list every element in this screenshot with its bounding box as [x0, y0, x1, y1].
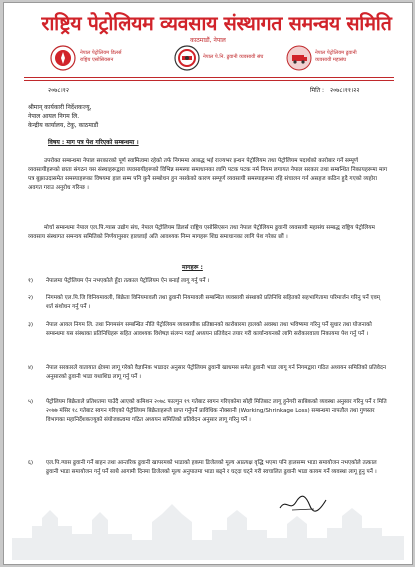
date-label: मिति : [310, 87, 325, 94]
list-item: १) नेपालमा पेट्रोलियम ऐन नभएकोले हुँदा तत्काल पेट्रोलियम ऐन बनाई लागू गर्नु पर्ने । [28, 278, 210, 284]
list-item: ३) नेपाल आयल निगम लि. तथा निगमसंग सम्बन्धित नीति पेट्रोलियम व्यवसायीक प्रतिष्ठानको कारोबारमा हालको अवस्था तथा भविष्यमा गरिनु पर्ने सुधार तथा योजनाको सम्बन्धमा यस संस्थाका प्रतिनिधिहरू सहित आवश्यक विशेषज्ञ संलग्न गराई अध्ययन प्रतिवेदन तयार गरी कार्यान्वयनको लागि सरोकारवाला निकायमा पेश गर्नु पर्ने । [28, 322, 372, 337]
list-item: ५) पेट्रोलियम बिक्रेताले प्रतिशतमा पाउँदै आएको कमिशन २०७८ फाल्गुन १९ गतेबाट स्वगन गरिएकोमा सोही मितिबाट लागू हुनेगरी साबिकको व्यवस्था अनुसार गरिनु पर्ने र मिति २०७७ मंसिर १८ गतेबाट स्वगन गरिएको पेट्रोलियम बिक्रेताहरूले प्राप्त गर्नुपर्ने प्राविधिक नोक्सानी (Working/Shrinkage Loss) सम्बन्धमा नापतौल तथा गुणस्तर विभागका महानिर्देशकज्यूको संयोजकत्वमा गठित अध्ययन समितिको प्रतिवेदन अनुसार लागू गरिनु पर्ने । [28, 399, 387, 423]
transport-logo-icon [286, 45, 312, 71]
body-paragraph-1: उपरोक्त सम्बन्धमा नेपाल सरकारको पूर्ण स्वामित्वमा रहेको तर्फ निगममा आबद्ध भई राज्यभर इन्धन पेट्रोलियम तथा पेट्रोलियम पदार्थको कारोबार गर्ने सम्पूर्ण व्यवसायीहरूको छाता संगठन यस संस्थाहरूद्वारा व्यवसायीहरूको विभिन्न समस्या समाधानका लागि पटक पटक नर्म नियम लगायत नेपाल सरकार तथा सम्बन्धित निकायहरूमा माग पत्र बुझाउदासमेत समस्याहरूका विषयमा हाल सम्म पनि कुनै सम्बोधन हुन नसकेको कारण सम्पूर्ण व्यवसायी समस्याहरूमा रहि संचालन गर्न असहज कठिन हुदै गएको व्यहोरा अवगत गराउ अनुरोध गरिन्छ । [28, 158, 388, 191]
demands-heading: मागहरू : [182, 264, 203, 271]
list-item: ६) एल.पि.ग्यास ढुवानी गर्ने बाहन तथा आन्तरिक ढुवानी खापरमको भाडाको हकमा डिजेलको मूल्य अप्रत्यक्ष वृद्धि भएमा पनि हालसम्म भाडा समायोजन नभएकोले तत्काल ढुवानी भाडा समायोजन गर्नु पर्ने साथै आगामी दिनमा डिजेलको मूल्य अनुपातमा भाडा बढ्ने र घट्दा घट्ने गरी स्वचालित ढुवानी भाडा कायम गर्ने व्यवस्था लागू हुनु पर्ने । [28, 460, 377, 475]
letter-page [3, 2, 413, 565]
subject-line: विषय : माग पत्र पेश गरिएको सम्बन्धमा । [48, 139, 139, 146]
list-item: ४) नेपाल सरकारले यातायात क्षेत्रमा लागू गरेको वैज्ञानिक भाडादर अनुसार पेट्रोलियम ढुवानी खाधमस समेत ढुवानी भाडा लागू गर्न निगमद्वारा गठित अध्ययन समितिको प्रतिवेदन अनुसारको ढुवानी भाडा यथाशिघ्र लागू गर्नु पर्ने । [28, 365, 386, 380]
association-logo-icon [50, 45, 76, 71]
letterhead-location: काठमाडौं, नेपाल [190, 37, 226, 44]
recipient-address: केन्द्रीय कार्यालय, टेकु, काठमाडौं [28, 122, 99, 129]
letterhead-rule [24, 77, 394, 78]
tanker-union-logo-icon [174, 45, 200, 71]
letterhead-rule-thin [24, 80, 394, 81]
date-value: २०७८।११।२२ [330, 87, 360, 94]
association-label: नेपाल पेट्रोलियम डिलर्स राष्ट्रिय एसोसियसन [80, 50, 122, 63]
body-paragraph-2: मोर्चा सम्बन्धमा नेपाल एल.पि.ग्यास उद्योग संघ, नेपाल पेट्रोलियम डिलर्स राष्ट्रिय एसोसिएसन तथा नेपाल पेट्रोलियम ढुवानी व्यवसायी महासंघ सम्बद्ध राष्ट्रिय पेट्रोलियम व्यवसाय संस्थागत समन्वय समितिको निर्णयानुसार हाललाई अति आवश्यक निम्न मागहरू शिघ्र समाधानका लागि पेश गरेका छौं । [28, 225, 375, 240]
letterhead-title: राष्ट्रिय पेट्रोलियम व्यवसाय संस्थागत समन्वय समिति [41, 12, 392, 35]
recipient-title: श्रीमान् कार्यकारी निर्देशकज्यू, [28, 104, 92, 111]
reference-number: २०७८।१२ [48, 87, 69, 94]
temple-skyline-watermark [12, 490, 404, 560]
recipient-org: नेपाल आयल निगम लि. [28, 113, 80, 120]
tanker-union-label: नेपाल पे.नि. ढुवानी व्यवसायी संघ [203, 54, 264, 60]
transport-label: नेपाल पेट्रोलियम ढुवानी व्यवसायी महासंघ [315, 50, 357, 63]
list-item: २) निगमको एल.पि.जि विनियमावली, बिक्रेता विनियमावली तथा ढुवानी नियमावली सम्बन्धित व्यवसायी संस्थाको प्रतिनिधि सहितको सहभागितामा परिमार्जन गरिनु पर्ने एवम् शर्त संशोधन गर्नु पर्ने । [28, 295, 381, 310]
